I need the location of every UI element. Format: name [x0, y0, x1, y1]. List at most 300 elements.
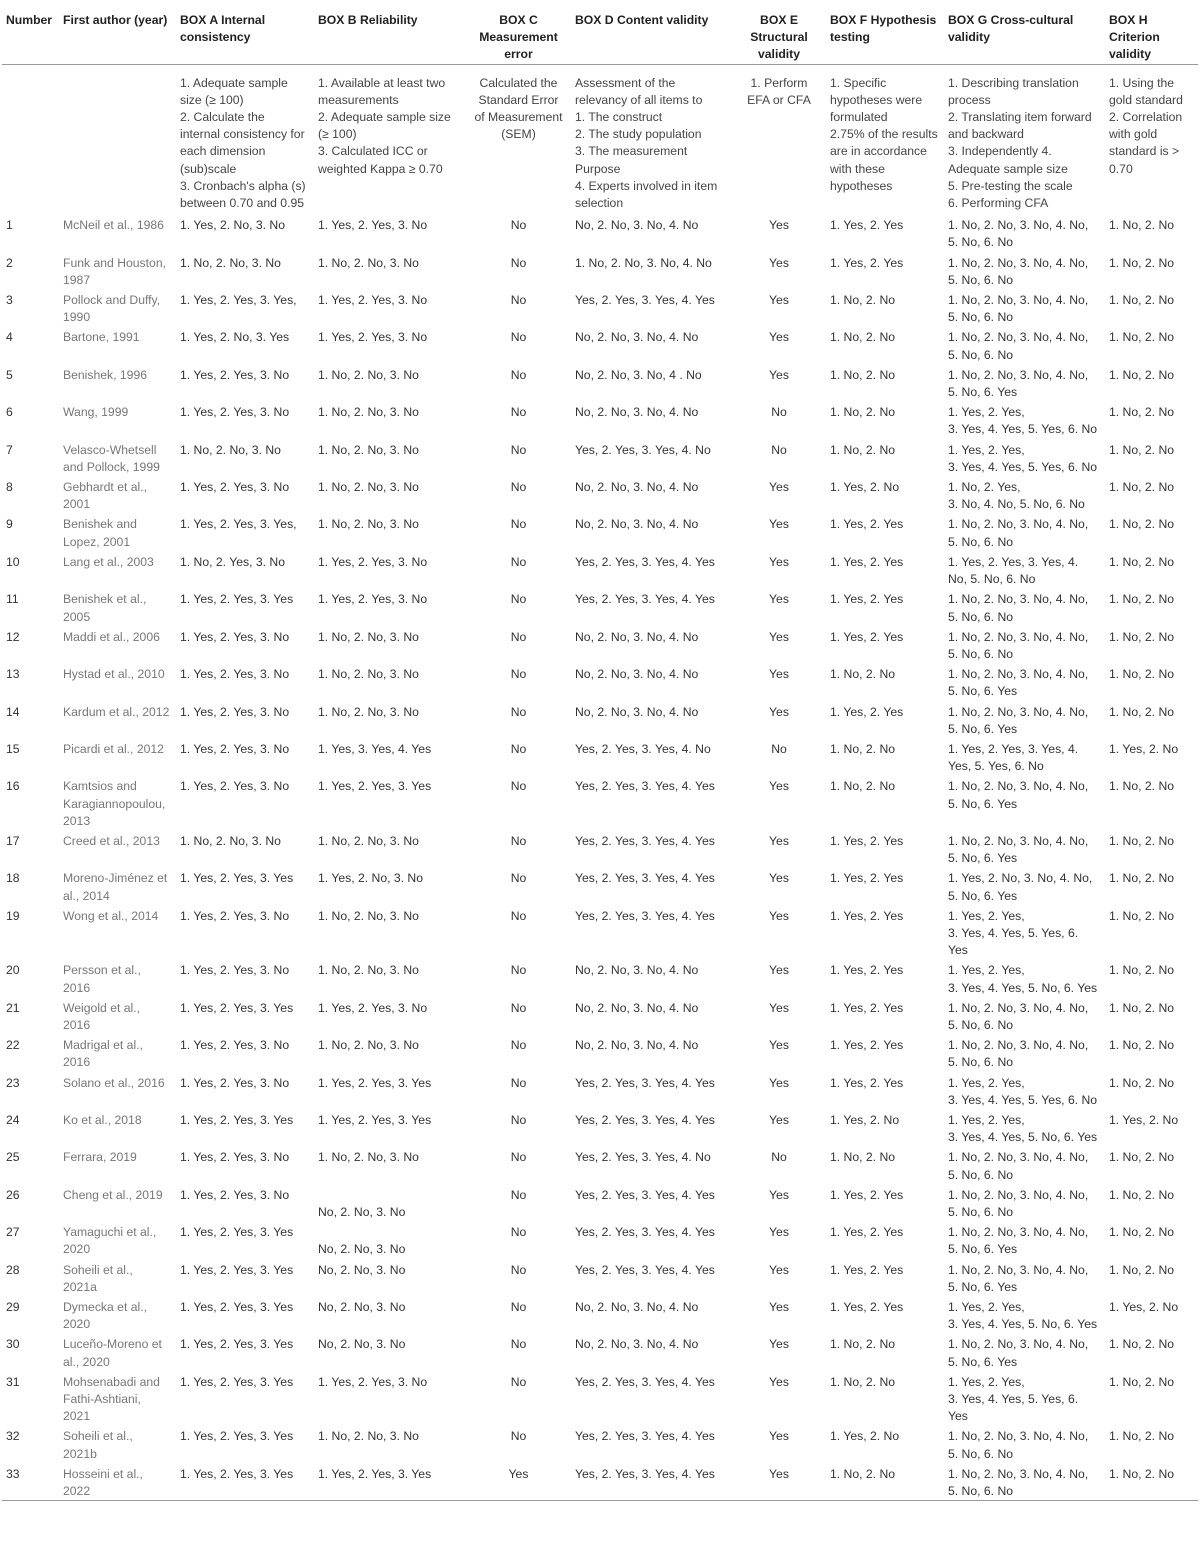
box-b-cell: 1. No, 2. No, 3. No	[318, 667, 419, 682]
box-e-cell: No	[771, 1150, 787, 1165]
table-row	[2, 214, 1198, 251]
box-b-cell: 1. Yes, 2. No, 3. No	[318, 871, 424, 886]
box-c-cell: No	[510, 1337, 527, 1352]
box-c-cell: No	[510, 833, 527, 848]
table-row	[2, 1333, 1198, 1370]
row-number: 15	[6, 741, 20, 756]
box-g-cell: 1. Yes, 2. Yes, 3. Yes, 4. Yes, 5. No, 6. Yes	[948, 963, 1098, 995]
box-f-cell: 1. Yes, 2. Yes	[830, 517, 904, 532]
box-g-cell: 1. No, 2. No, 3. No, 4. No, 5. No, 6. Yes	[948, 779, 1089, 811]
box-a-cell: 1. Yes, 2. Yes, 3. No	[180, 908, 290, 923]
box-c-cell: No	[510, 667, 527, 682]
box-c-cell: Yes	[508, 1466, 529, 1481]
criteria-number	[2, 64, 58, 214]
table-row	[2, 588, 1198, 625]
row-number: 17	[6, 833, 20, 848]
row-number: 11	[6, 592, 19, 607]
box-d-cell: Yes, 2. Yes, 3. Yes, 4. No	[575, 1150, 711, 1165]
box-f-cell: 1. Yes, 2. Yes	[830, 1075, 904, 1090]
box-c-cell: No	[510, 1300, 527, 1315]
table-row	[2, 1371, 1198, 1426]
first-author: Ferrara, 2019	[63, 1150, 137, 1165]
header-box-c: BOX C Measurement error	[467, 0, 570, 64]
criteria-first-author	[58, 64, 175, 214]
box-e-cell: Yes	[769, 480, 789, 495]
row-number: 2	[6, 255, 13, 270]
box-b-cell: 1. No, 2. No, 3. No	[318, 1038, 419, 1053]
row-number: 29	[6, 1300, 20, 1315]
first-author: Persson et al., 2016	[63, 963, 141, 995]
box-d-cell: No, 2. No, 3. No, 4. No	[575, 480, 699, 495]
box-b-cell: No, 2. No, 3. No	[318, 1262, 406, 1277]
box-a-cell: 1. Yes, 2. Yes, 3. No	[180, 667, 290, 682]
first-author: Gebhardt et al., 2001	[63, 480, 148, 512]
box-d-cell: No, 2. No, 3. No, 4. No	[575, 405, 699, 420]
box-d-cell: Yes, 2. Yes, 3. Yes, 4. Yes	[575, 1112, 715, 1127]
box-b-cell: 1. No, 2. No, 3. No	[318, 405, 419, 420]
box-h-cell: 1. Yes, 2. No	[1109, 741, 1179, 756]
box-c-cell: No	[510, 1262, 527, 1277]
box-e-cell: Yes	[769, 1300, 789, 1315]
table-row	[2, 1259, 1198, 1296]
row-number: 9	[6, 517, 13, 532]
first-author: Lang et al., 2003	[63, 554, 154, 569]
first-author: Soheili et al., 2021a	[63, 1262, 133, 1294]
box-a-cell: 1. No, 2. No, 3. No	[180, 442, 281, 457]
box-b-cell: 1. Yes, 2. Yes, 3. No	[318, 554, 428, 569]
box-g-cell: 1. No, 2. No, 3. No, 4. No, 5. No, 6. Yes	[948, 367, 1089, 400]
table-row	[2, 1146, 1198, 1183]
box-c-cell: No	[510, 1038, 527, 1053]
box-a-cell: 1. Yes, 2. Yes, 3. No	[180, 405, 290, 420]
table-row	[2, 1034, 1198, 1071]
box-b-cell: 1. Yes, 2. Yes, 3. Yes	[318, 1112, 432, 1127]
box-c-cell: No	[510, 554, 527, 569]
box-d-cell: Yes, 2. Yes, 3. Yes, 4. Yes	[575, 1225, 715, 1240]
box-a-cell: 1. Yes, 2. Yes, 3. No	[180, 1038, 290, 1053]
box-g-cell: 1. Yes, 2. Yes, 3. Yes, 4. Yes, 5. Yes, 6. No	[948, 442, 1098, 474]
first-author: Hystad et al., 2010	[63, 667, 165, 682]
box-d-cell: No, 2. No, 3. No, 4. No	[575, 517, 699, 532]
first-author: Pollock and Duffy, 1990	[63, 293, 161, 325]
table-body	[2, 214, 1198, 1501]
box-d-cell: Yes, 2. Yes, 3. Yes, 4. Yes	[575, 833, 715, 848]
box-b-cell: 1. No, 2. No, 3. No	[318, 442, 419, 457]
box-e-cell: Yes	[769, 592, 789, 607]
first-author: Soheili et al., 2021b	[63, 1429, 133, 1461]
box-e-cell: Yes	[769, 871, 789, 886]
table-row	[2, 252, 1198, 289]
table-row	[2, 775, 1198, 830]
box-f-cell: 1. Yes, 2. Yes	[830, 255, 904, 270]
box-f-cell: 1. Yes, 2. Yes	[830, 704, 904, 719]
table-row	[2, 551, 1198, 588]
box-d-cell: No, 2. No, 3. No, 4. No	[575, 330, 699, 345]
box-b-cell: 1. Yes, 2. Yes, 3. No	[318, 218, 428, 233]
box-e-cell: Yes	[769, 1075, 789, 1090]
box-d-cell: Yes, 2. Yes, 3. Yes, 4. Yes	[575, 1429, 715, 1444]
box-c-cell: No	[510, 1150, 527, 1165]
box-e-cell: Yes	[769, 1337, 789, 1352]
first-author: Benishek, 1996	[63, 367, 148, 382]
box-e-cell: Yes	[769, 255, 789, 270]
first-author: McNeil et al., 1986	[63, 218, 164, 233]
box-a-cell: 1. Yes, 2. Yes, 3. No	[180, 779, 290, 794]
box-h-cell: 1. No, 2. No	[1109, 908, 1175, 923]
box-h-cell: 1. No, 2. No	[1109, 779, 1175, 794]
box-h-cell: 1. No, 2. No	[1109, 1038, 1175, 1053]
box-e-cell: No	[771, 741, 787, 756]
table-row	[2, 439, 1198, 476]
box-h-cell: 1. No, 2. No	[1109, 871, 1175, 886]
box-a-cell: 1. Yes, 2. No, 3. Yes	[180, 330, 290, 345]
box-f-cell: 1. Yes, 2. Yes	[830, 629, 904, 644]
box-g-cell: 1. No, 2. No, 3. No, 4. No, 5. No, 6. Yes	[948, 1337, 1089, 1369]
box-d-cell: No, 2. No, 3. No, 4. No	[575, 629, 699, 644]
header-number: Number	[2, 0, 58, 64]
box-a-cell: 1. Yes, 2. Yes, 3. Yes	[180, 1000, 294, 1015]
box-g-cell: 1. No, 2. No, 3. No, 4. No, 5. No, 6. Yes	[948, 667, 1089, 699]
box-g-cell: 1. No, 2. No, 3. No, 4. No, 5. No, 6. No	[948, 218, 1089, 250]
box-e-cell: Yes	[769, 293, 789, 308]
box-h-cell: 1. No, 2. No	[1109, 704, 1175, 719]
box-f-cell: 1. Yes, 2. No	[830, 480, 900, 495]
row-number: 22	[6, 1038, 20, 1053]
criteria-box-g: 1. Describing translation process 2. Translating item forward and backward 3. Independently 4. Adequate sample size 5. Pre-testing the scale 6. Performing CFA	[948, 75, 1092, 211]
box-h-cell: 1. No, 2. No	[1109, 1150, 1175, 1165]
first-author: Benishek and Lopez, 2001	[63, 517, 137, 549]
box-c-cell: No	[510, 779, 527, 794]
box-g-cell: 1. No, 2. No, 3. No, 4. No, 5. No, 6. No	[948, 1150, 1089, 1182]
box-g-cell: 1. No, 2. No, 3. No, 4. No, 5. No, 6. No	[948, 629, 1089, 661]
box-h-cell: 1. No, 2. No	[1109, 667, 1175, 682]
criteria-box-f: 1. Specific hypotheses were formulated 2.75% of the results are in accordance with these hypotheses	[830, 75, 938, 193]
box-a-cell: 1. No, 2. No, 3. No	[180, 833, 281, 848]
box-b-cell: 1. Yes, 2. Yes, 3. Yes	[318, 779, 432, 794]
box-g-cell: 1. No, 2. No, 3. No, 4. No, 5. No, 6. No	[948, 592, 1089, 624]
box-c-cell: No	[510, 330, 527, 345]
box-g-cell: 1. No, 2. No, 3. No, 4. No, 5. No, 6. Yes	[948, 833, 1089, 866]
box-g-cell: 1. No, 2. No, 3. No, 4. No, 5. No, 6. No	[948, 1038, 1089, 1070]
box-a-cell: 1. Yes, 2. Yes, 3. No	[180, 963, 290, 978]
box-d-cell: Yes, 2. Yes, 3. Yes, 4. Yes	[575, 908, 715, 923]
box-a-cell: 1. Yes, 2. Yes, 3. No	[180, 1075, 290, 1090]
box-a-cell: 1. Yes, 2. Yes, 3. Yes	[180, 1337, 294, 1352]
box-e-cell: No	[771, 405, 787, 420]
row-number: 20	[6, 963, 20, 978]
box-b-cell: 1. Yes, 2. Yes, 3. No	[318, 1000, 428, 1015]
box-g-cell: 1. No, 2. No, 3. No, 4. No, 5. No, 6. No	[948, 1466, 1089, 1499]
box-c-cell: No	[510, 963, 527, 978]
first-author: Funk and Houston, 1987	[63, 255, 166, 287]
box-h-cell: 1. No, 2. No	[1109, 442, 1175, 457]
box-h-cell: 1. No, 2. No	[1109, 405, 1175, 420]
table-row	[2, 867, 1198, 904]
box-g-cell: 1. Yes, 2. No, 3. No, 4. No, 5. No, 6. Yes	[948, 871, 1093, 903]
box-h-cell: 1. No, 2. No	[1109, 1429, 1175, 1444]
row-number: 27	[6, 1225, 20, 1240]
box-e-cell: Yes	[769, 1225, 789, 1240]
box-h-cell: 1. No, 2. No	[1109, 218, 1175, 233]
box-b-cell: 1. No, 2. No, 3. No	[318, 833, 419, 848]
box-e-cell: Yes	[769, 1187, 789, 1202]
box-f-cell: 1. No, 2. No	[830, 741, 896, 756]
cosmin-assessment-table	[2, 0, 1198, 1501]
table-row	[2, 1184, 1198, 1221]
box-e-cell: Yes	[769, 367, 789, 382]
criteria-row	[2, 64, 1198, 214]
box-f-cell: 1. Yes, 2. Yes	[830, 908, 904, 923]
box-h-cell: 1. No, 2. No	[1109, 517, 1175, 532]
table-row	[2, 701, 1198, 738]
box-a-cell: 1. Yes, 2. Yes, 3. No	[180, 1150, 290, 1165]
box-g-cell: 1. No, 2. No, 3. No, 4. No, 5. No, 6. No	[948, 517, 1089, 549]
table-row	[2, 626, 1198, 663]
box-h-cell: 1. No, 2. No	[1109, 1075, 1175, 1090]
box-c-cell: No	[510, 1000, 527, 1015]
box-c-cell: No	[510, 1374, 527, 1389]
table-row	[2, 1296, 1198, 1333]
box-e-cell: Yes	[769, 1112, 789, 1127]
box-f-cell: 1. No, 2. No	[830, 330, 896, 345]
box-g-cell: 1. No, 2. No, 3. No, 4. No, 5. No, 6. No	[948, 330, 1089, 362]
box-b-cell: No, 2. No, 3. No	[318, 1205, 406, 1219]
box-c-cell: No	[510, 1429, 527, 1444]
box-f-cell: 1. Yes, 2. No	[830, 1112, 900, 1127]
first-author: Mohsenabadi and Fathi-Ashtiani, 2021	[63, 1374, 160, 1424]
box-f-cell: 1. No, 2. No	[830, 1466, 896, 1481]
box-b-cell: No, 2. No, 3. No	[318, 1337, 406, 1352]
box-h-cell: 1. Yes, 2. No	[1109, 1112, 1179, 1127]
box-g-cell: 1. No, 2. No, 3. No, 4. No, 5. No, 6. No	[948, 1000, 1089, 1032]
box-d-cell: Yes, 2. Yes, 3. Yes, 4. Yes	[575, 779, 715, 794]
box-d-cell: No, 2. No, 3. No, 4. No	[575, 1000, 699, 1015]
row-number: 10	[6, 554, 20, 569]
first-author: Wong et al., 2014	[63, 908, 159, 923]
box-f-cell: 1. Yes, 2. Yes	[830, 1000, 904, 1015]
header-box-d: BOX D Content validity	[570, 0, 733, 64]
row-number: 16	[6, 779, 20, 794]
row-number: 12	[6, 629, 20, 644]
box-g-cell: 1. No, 2. No, 3. No, 4. No, 5. No, 6. Yes	[948, 1262, 1089, 1294]
box-a-cell: 1. Yes, 2. Yes, 3. Yes	[180, 1225, 294, 1240]
box-h-cell: 1. No, 2. No	[1109, 367, 1175, 382]
table-row	[2, 513, 1198, 550]
row-number: 6	[6, 405, 13, 420]
box-d-cell: Yes, 2. Yes, 3. Yes, 4. Yes	[575, 1075, 715, 1090]
first-author: Luceño-Moreno et al., 2020	[63, 1337, 162, 1369]
box-b-cell: 1. No, 2. No, 3. No	[318, 517, 419, 532]
box-f-cell: 1. No, 2. No	[830, 1374, 896, 1389]
box-a-cell: 1. Yes, 2. Yes, 3. Yes	[180, 1112, 294, 1127]
box-d-cell: No, 2. No, 3. No, 4. No	[575, 1038, 699, 1053]
box-d-cell: Yes, 2. Yes, 3. Yes, 4. Yes	[575, 1466, 715, 1481]
box-f-cell: 1. No, 2. No	[830, 442, 896, 457]
box-h-cell: 1. No, 2. No	[1109, 255, 1175, 270]
box-g-cell: 1. No, 2. No, 3. No, 4. No, 5. No, 6. No	[948, 293, 1089, 325]
box-b-cell: 1. Yes, 2. Yes, 3. No	[318, 330, 428, 345]
box-d-cell: No, 2. No, 3. No, 4. No	[575, 1300, 699, 1315]
first-author: Velasco-Whetsell and Pollock, 1999	[63, 442, 160, 474]
row-number: 14	[6, 704, 20, 719]
box-d-cell: Yes, 2. Yes, 3. Yes, 4. Yes	[575, 1187, 715, 1202]
box-g-cell: 1. Yes, 2. Yes, 3. Yes, 4. Yes, 5. No, 6. Yes	[948, 1112, 1098, 1145]
box-g-cell: 1. No, 2. No, 3. No, 4. No, 5. No, 6. No	[948, 255, 1089, 287]
table-row	[2, 1221, 1198, 1258]
box-a-cell: 1. Yes, 2. Yes, 3. No	[180, 1187, 290, 1202]
first-author: Ko et al., 2018	[63, 1112, 142, 1127]
header-box-b: BOX B Reliability	[313, 0, 467, 64]
header-box-e: BOX E Structural validity	[733, 0, 825, 64]
first-author: Moreno-Jiménez et al., 2014	[63, 871, 168, 903]
table-row	[2, 738, 1198, 775]
box-g-cell: 1. Yes, 2. Yes, 3. Yes, 4. Yes, 5. Yes, 6. Yes	[948, 908, 1079, 958]
box-f-cell: 1. No, 2. No	[830, 1150, 896, 1165]
criteria-box-e: 1. Perform EFA or CFA	[747, 75, 811, 107]
box-c-cell: No	[510, 480, 527, 495]
box-g-cell: 1. Yes, 2. Yes, 3. Yes, 4. Yes, 5. Yes, 6. No	[948, 1075, 1098, 1107]
table-row	[2, 1072, 1198, 1109]
header-first-author: First author (year)	[58, 0, 175, 64]
box-f-cell: 1. No, 2. No	[830, 1337, 896, 1352]
box-g-cell: 1. No, 2. No, 3. No, 4. No, 5. No, 6. No	[948, 1429, 1089, 1461]
box-e-cell: Yes	[769, 629, 789, 644]
box-c-cell: No	[510, 1225, 527, 1240]
header-box-h: BOX H Criterion validity	[1104, 0, 1198, 64]
box-d-cell: Yes, 2. Yes, 3. Yes, 4. Yes	[575, 554, 715, 569]
box-c-cell: No	[510, 1075, 527, 1090]
box-a-cell: 1. Yes, 2. Yes, 3. No	[180, 629, 290, 644]
row-number: 23	[6, 1075, 20, 1090]
box-a-cell: 1. No, 2. No, 3. No	[180, 255, 281, 270]
box-f-cell: 1. Yes, 2. Yes	[830, 592, 904, 607]
box-b-cell: 1. Yes, 3. Yes, 4. Yes	[318, 741, 432, 756]
first-author: Kamtsios and Karagiannopoulou, 2013	[63, 779, 166, 828]
criteria-box-c: Calculated the Standard Error of Measurement (SEM)	[474, 75, 563, 142]
box-g-cell: 1. Yes, 2. Yes, 3. Yes, 4. Yes, 5. Yes, 6. No	[948, 405, 1098, 437]
box-c-cell: No	[510, 255, 527, 270]
box-b-cell: No, 2. No, 3. No	[318, 1300, 406, 1315]
box-e-cell: Yes	[769, 218, 789, 233]
row-number: 7	[6, 442, 13, 457]
table-row	[2, 476, 1198, 513]
box-d-cell: Yes, 2. Yes, 3. Yes, 4. No	[575, 741, 711, 756]
box-e-cell: Yes	[769, 1429, 789, 1444]
box-d-cell: Yes, 2. Yes, 3. Yes, 4. Yes	[575, 1262, 715, 1277]
box-h-cell: 1. No, 2. No	[1109, 833, 1175, 848]
box-f-cell: 1. No, 2. No	[830, 405, 896, 420]
box-b-cell: 1. Yes, 2. Yes, 3. Yes	[318, 1075, 432, 1090]
box-f-cell: 1. No, 2. No	[830, 667, 896, 682]
box-e-cell: Yes	[769, 908, 789, 923]
row-number: 21	[6, 1000, 20, 1015]
box-h-cell: 1. No, 2. No	[1109, 1374, 1175, 1389]
box-c-cell: No	[510, 908, 527, 923]
row-number: 33	[6, 1466, 20, 1481]
box-d-cell: Yes, 2. Yes, 3. Yes, 4. Yes	[575, 871, 715, 886]
box-b-cell: 1. No, 2. No, 3. No	[318, 908, 419, 923]
box-g-cell: 1. Yes, 2. Yes, 3. Yes, 4. Yes, 5. No, 6. Yes	[948, 1300, 1098, 1332]
box-f-cell: 1. Yes, 2. No	[830, 1429, 900, 1444]
box-h-cell: 1. No, 2. No	[1109, 330, 1175, 345]
box-f-cell: 1. Yes, 2. Yes	[830, 1225, 904, 1240]
row-number: 5	[6, 367, 13, 382]
box-b-cell: 1. Yes, 2. Yes, 3. No	[318, 293, 428, 308]
table-row	[2, 959, 1198, 996]
box-a-cell: 1. Yes, 2. Yes, 3. Yes	[180, 1300, 294, 1315]
box-c-cell: No	[510, 629, 527, 644]
row-number: 8	[6, 480, 13, 495]
box-h-cell: 1. No, 2. No	[1109, 293, 1175, 308]
box-h-cell: 1. No, 2. No	[1109, 554, 1175, 569]
box-a-cell: 1. Yes, 2. Yes, 3. Yes,	[180, 517, 297, 532]
box-a-cell: 1. No, 2. Yes, 3. No	[180, 554, 286, 569]
first-author: Maddi et al., 2006	[63, 629, 160, 644]
table-row	[2, 1425, 1198, 1462]
box-c-cell: No	[510, 517, 527, 532]
header-box-g: BOX G Cross-cultural validity	[943, 0, 1104, 64]
box-d-cell: No, 2. No, 3. No, 4. No	[575, 704, 699, 719]
box-a-cell: 1. Yes, 2. Yes, 3. Yes	[180, 871, 294, 886]
criteria-box-d: Assessment of the relevancy of all items to 1. The construct 2. The study population 3. The measurement Purpose 4. Experts involved in item selection	[575, 75, 718, 211]
box-c-cell: No	[510, 405, 527, 420]
first-author: Creed et al., 2013	[63, 833, 160, 848]
box-h-cell: 1. No, 2. No	[1109, 592, 1175, 607]
box-f-cell: 1. No, 2. No	[830, 367, 896, 382]
table-row	[2, 905, 1198, 960]
box-f-cell: 1. Yes, 2. Yes	[830, 554, 904, 569]
box-b-cell: 1. No, 2. No, 3. No	[318, 480, 419, 495]
row-number: 28	[6, 1262, 20, 1277]
row-number: 24	[6, 1112, 20, 1127]
box-b-cell: 1. No, 2. No, 3. No	[318, 629, 419, 644]
box-b-cell: 1. Yes, 2. Yes, 3. No	[318, 1374, 428, 1389]
box-g-cell: 1. Yes, 2. Yes, 3. Yes, 4. No, 5. No, 6. No	[948, 554, 1079, 587]
box-d-cell: No, 2. No, 3. No, 4. No	[575, 963, 699, 978]
box-d-cell: 1. No, 2. No, 3. No, 4. No	[575, 255, 712, 270]
box-g-cell: 1. No, 2. No, 3. No, 4. No, 5. No, 6. No	[948, 1187, 1089, 1219]
table-row	[2, 663, 1198, 700]
criteria-box-h: 1. Using the gold standard 2. Correlation with gold standard is > 0.70	[1109, 75, 1183, 176]
row-number: 4	[6, 330, 13, 345]
first-author: Wang, 1999	[63, 405, 129, 420]
box-b-cell: 1. Yes, 2. Yes, 3. Yes	[318, 1466, 432, 1481]
table-row	[2, 830, 1198, 867]
box-a-cell: 1. Yes, 2. Yes, 3. No	[180, 480, 290, 495]
box-b-cell: No, 2. No, 3. No	[318, 1242, 406, 1257]
box-a-cell: 1. Yes, 2. Yes, 3. No	[180, 704, 290, 719]
box-a-cell: 1. Yes, 2. Yes, 3. Yes	[180, 1262, 294, 1277]
box-d-cell: Yes, 2. Yes, 3. Yes, 4. Yes	[575, 592, 715, 607]
box-d-cell: Yes, 2. Yes, 3. Yes, 4. No	[575, 442, 711, 457]
box-f-cell: 1. Yes, 2. Yes	[830, 871, 904, 886]
box-b-cell: 1. No, 2. No, 3. No	[318, 1429, 419, 1444]
table-row	[2, 326, 1198, 363]
box-c-cell: No	[510, 592, 527, 607]
box-f-cell: 1. Yes, 2. Yes	[830, 963, 904, 978]
first-author: Weigold et al., 2016	[63, 1000, 141, 1032]
first-author: Dymecka et al., 2020	[63, 1300, 147, 1332]
box-b-cell: 1. No, 2. No, 3. No	[318, 367, 419, 382]
box-d-cell: No, 2. No, 3. No, 4 . No	[575, 367, 702, 382]
box-b-cell: 1. Yes, 2. Yes, 3. No	[318, 592, 428, 607]
table-row	[2, 401, 1198, 438]
box-h-cell: 1. No, 2. No	[1109, 629, 1175, 644]
box-g-cell: 1. Yes, 2. Yes, 3. Yes, 4. Yes, 5. Yes, 6. Yes	[948, 1374, 1079, 1424]
box-f-cell: 1. Yes, 2. Yes	[830, 833, 904, 848]
box-c-cell: No	[510, 741, 527, 756]
box-g-cell: 1. No, 2. No, 3. No, 4. No, 5. No, 6. Yes	[948, 704, 1089, 736]
